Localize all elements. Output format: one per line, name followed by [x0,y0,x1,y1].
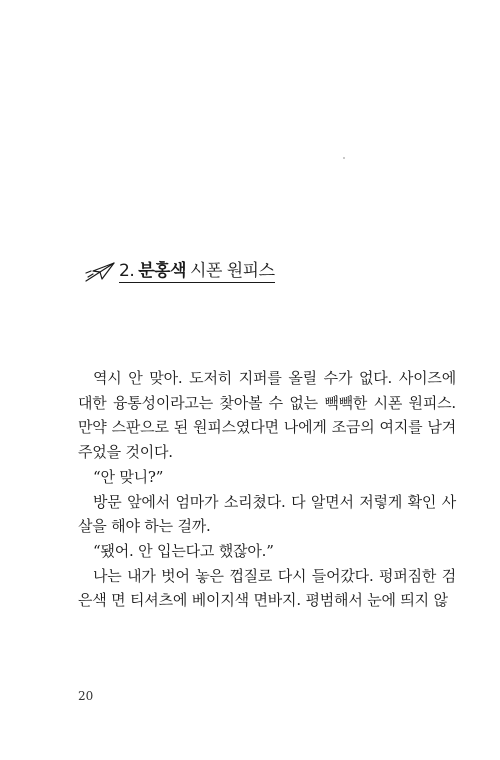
chapter-title [119,260,275,283]
paragraph: 나는 내가 벗어 놓은 껍질로 다시 들어갔다. 펑퍼짐한 검은색 면 티셔츠에 베이지색 면바지. 평범해서 눈에 띄지 않 [78,566,456,610]
paragraph: 역시 안 맞아. 도저히 지퍼를 올릴 수가 없다. 사이즈에 대한 융통성이라고는 찾아볼 수 없는 빽빽한 시폰 원피스. 만약 스판으로 된 원피스였다면 나에게 조금의 여지를 남겨 주었을 것이다. [78,369,456,462]
paragraph: 방문 앞에서 엄마가 소리쳤다. 다 알면서 저렇게 확인 사살을 해야 하는 걸까. [78,492,456,536]
page-number: 20 [78,689,94,703]
paragraph: “안 맞니?” [93,467,164,486]
chapter-heading [84,253,275,283]
chapter-title-rest: 시폰 원피스 [190,261,275,281]
stray-mark [343,157,345,159]
paragraph: “됐어. 안 입는다고 했잖아.” [93,541,274,560]
chapter-title-bold: 분홍색 [138,261,187,281]
paper-plane-icon [84,259,116,283]
chapter-number: 2. [119,261,135,281]
body-text [78,366,456,613]
